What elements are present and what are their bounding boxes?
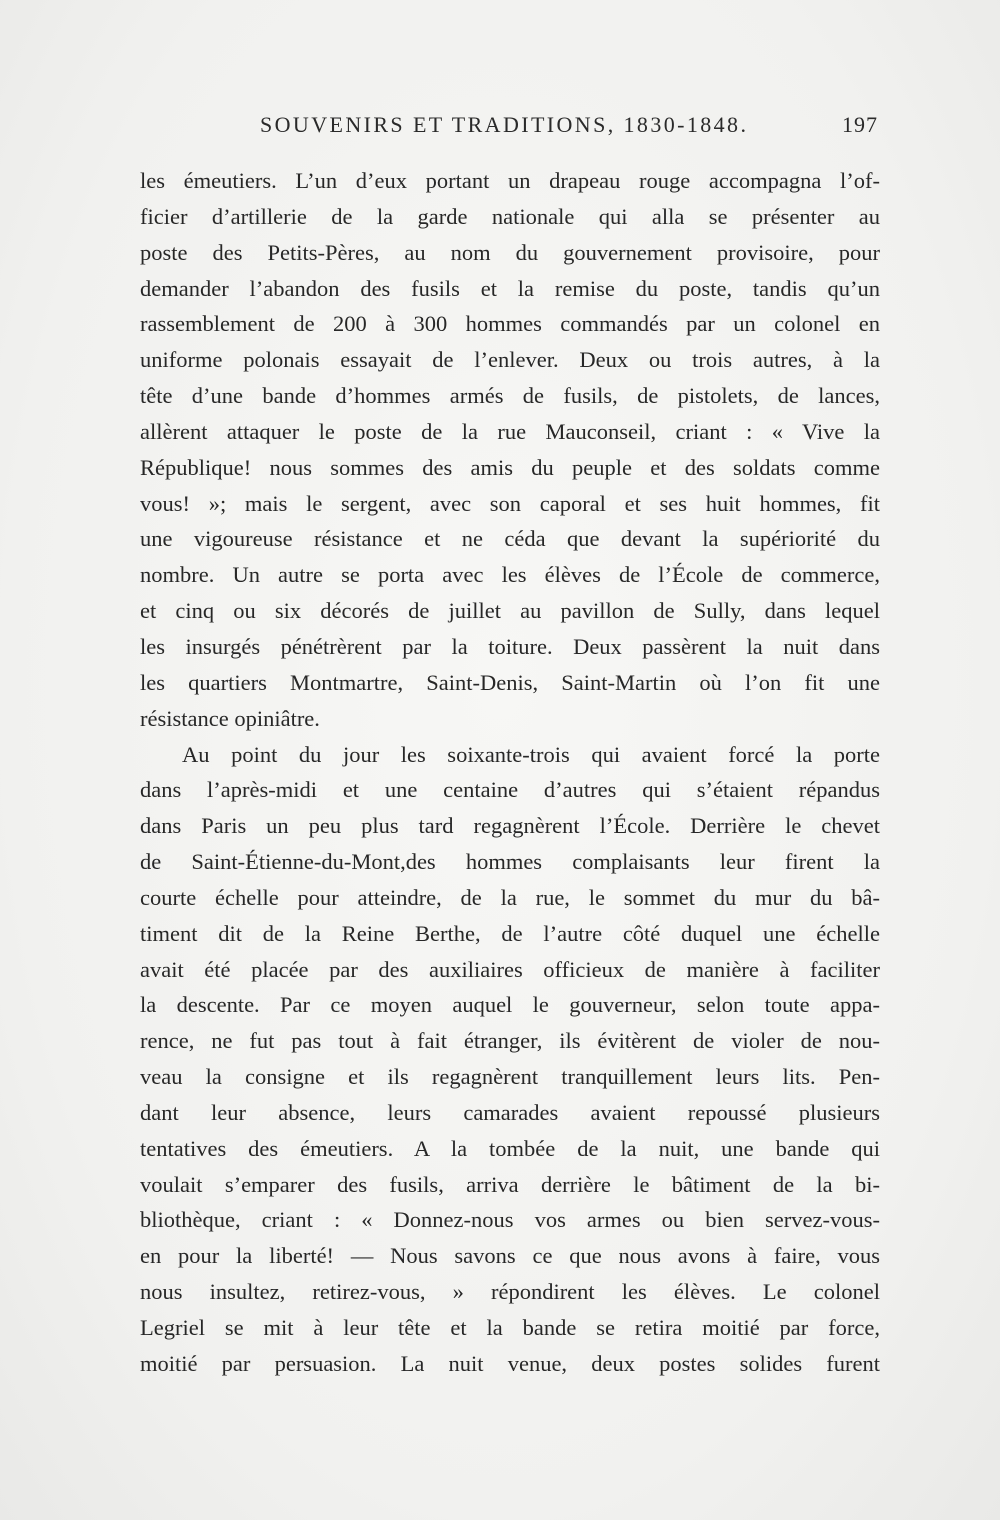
text-line: Legriel se mit à leur tête et la bande se retira moitié par force, <box>140 1315 880 1340</box>
running-head <box>140 112 880 146</box>
text-line: poste des Petits-Pères, au nom du gouvernement provisoire, pour <box>140 239 880 265</box>
running-title: SOUVENIRS ET TRADITIONS, 1830-1848. <box>260 112 749 137</box>
text-line: de Saint-Étienne-du-Mont,des hommes complaisants leur firent la <box>140 849 880 875</box>
text-line: moitié par persuasion. La nuit venue, deux postes solides furent <box>140 1350 880 1376</box>
text-line: une vigoureuse résistance et ne céda que devant la supériorité du <box>140 526 880 552</box>
text-line: dant leur absence, leurs camarades avaient repoussé plusieurs <box>140 1099 880 1125</box>
text-line: timent dit de la Reine Berthe, de l’autre côté duquel une échelle <box>140 920 880 946</box>
text-line: en pour la liberté! — Nous savons ce que nous avons à faire, vous <box>140 1243 880 1269</box>
text-line: veau la consigne et ils regagnèrent tranquillement leurs lits. Pen- <box>140 1064 880 1090</box>
text-line: rence, ne fut pas tout à fait étranger, ils évitèrent de violer de nou- <box>140 1028 880 1054</box>
text-line: allèrent attaquer le poste de la rue Mauconseil, criant : « Vive la <box>140 418 880 444</box>
text-line: tête d’une bande d’hommes armés de fusils, de pistolets, de lances, <box>140 383 880 409</box>
text-line: uniforme polonais essayait de l’enlever. Deux ou trois autres, à la <box>140 347 880 373</box>
page-number: 197 <box>842 112 878 137</box>
paragraph-1 <box>140 163 880 737</box>
paragraph-2 <box>140 737 880 1382</box>
text-line: dans l’après-midi et une centaine d’autres qui s’étaient répandus <box>140 777 880 803</box>
text-line: dans Paris un peu plus tard regagnèrent l’École. Derrière le chevet <box>140 813 880 839</box>
text-line: résistance opiniâtre. <box>140 705 320 731</box>
body-text <box>140 163 880 1382</box>
text-line: avait été placée par des auxiliaires officieux de manière à faciliter <box>140 956 880 982</box>
text-line: les insurgés pénétrèrent par la toiture. Deux passèrent la nuit dans <box>140 633 880 659</box>
text-line: les quartiers Montmartre, Saint-Denis, Saint-Martin où l’on fit une <box>140 669 880 695</box>
text-line: ficier d’artillerie de la garde nationale qui alla se présenter au <box>140 203 880 229</box>
text-line: bliothèque, criant : « Donnez-nous vos armes ou bien servez-vous- <box>140 1207 880 1233</box>
text-line: la descente. Par ce moyen auquel le gouverneur, selon toute appa- <box>140 992 880 1018</box>
text-line: Au point du jour les soixante-trois qui avaient forcé la porte <box>182 741 880 767</box>
text-line: voulait s’emparer des fusils, arriva derrière le bâtiment de la bi- <box>140 1171 880 1197</box>
text-line: vous! »; mais le sergent, avec son caporal et ses huit hommes, fit <box>140 490 880 516</box>
text-line: tentatives des émeutiers. A la tombée de la nuit, une bande qui <box>140 1135 880 1161</box>
text-line: et cinq ou six décorés de juillet au pavillon de Sully, dans lequel <box>140 598 880 624</box>
text-line: les émeutiers. L’un d’eux portant un drapeau rouge accompagna l’of- <box>140 168 880 193</box>
text-line: demander l’abandon des fusils et la remise du poste, tandis qu’un <box>140 275 880 301</box>
text-line: nombre. Un autre se porta avec les élèves de l’École de commerce, <box>140 562 880 588</box>
text-line: courte échelle pour atteindre, de la rue, le sommet du mur du bâ- <box>140 884 880 910</box>
text-line: République! nous sommes des amis du peuple et des soldats comme <box>140 454 880 480</box>
text-line: nous insultez, retirez-vous, » répondirent les élèves. Le colonel <box>140 1279 880 1305</box>
text-line: rassemblement de 200 à 300 hommes commandés par un colonel en <box>140 311 880 337</box>
